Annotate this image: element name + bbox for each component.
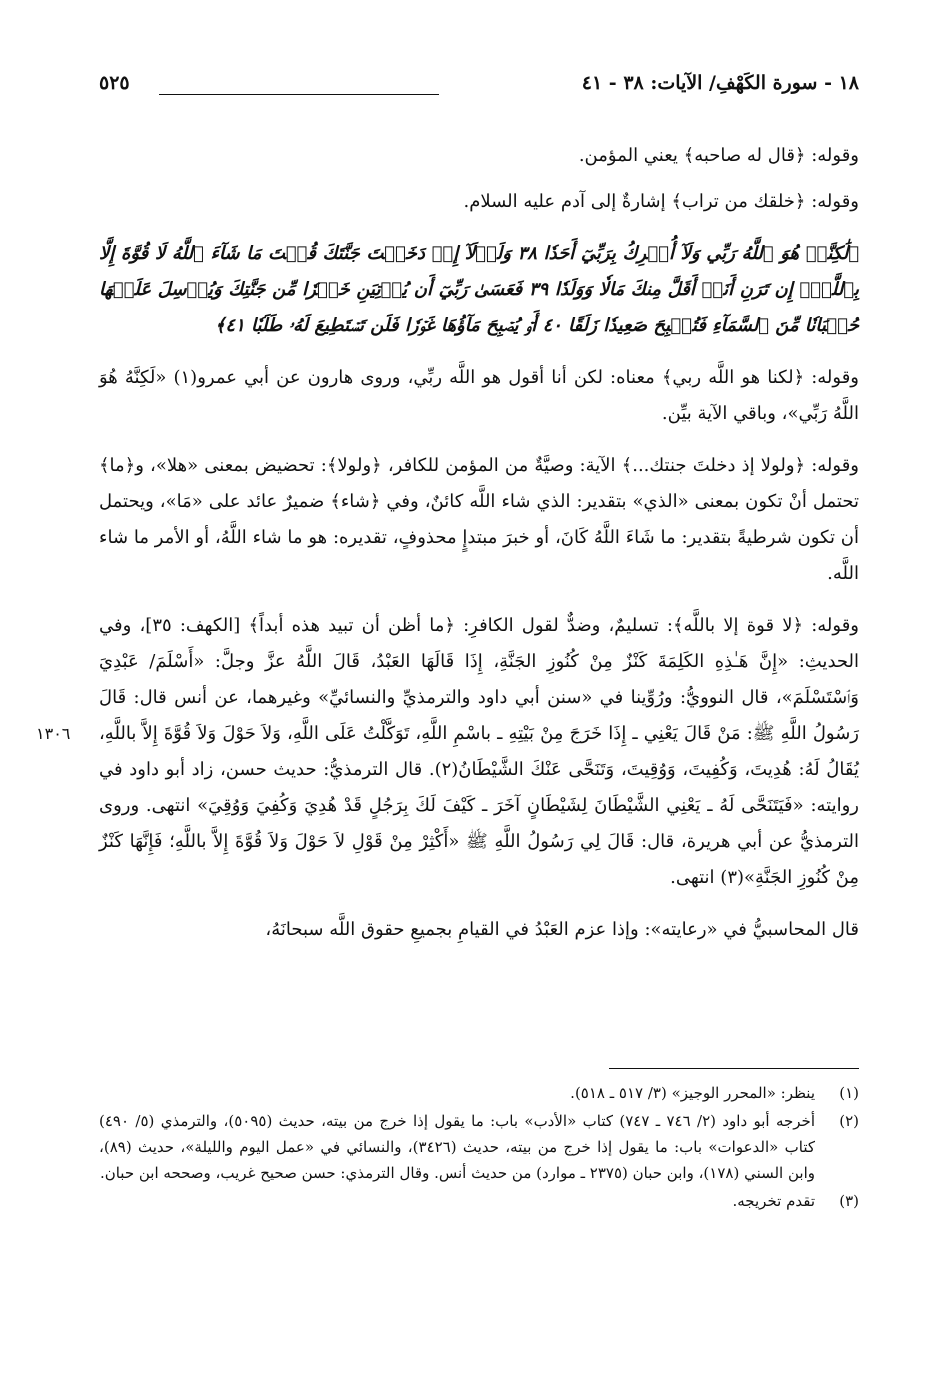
footnote-number: (٣): [839, 1192, 859, 1210]
quran-verses: ﴿لَٰكِنَّا۠ هُوَ ٱللَّهُ رَبِّي وَلَآ أُشۡرِكُ بِرَبِّيٓ أَحَدٗا ٣٨ وَلَوۡلَآ إِذۡ دَخَلۡتَ جَنَّتَكَ قُلۡتَ مَا شَآءَ ٱللَّهُ لَا قُوَّةَ إِلَّا بِٱللَّهِۚ إِن تَرَنِ أَنَا۠ أَقَلَّ مِنكَ مَالٗا وَوَلَدٗا ٣٩ فَعَسَىٰ رَبِّيٓ أَن يُؤۡتِيَنِ خَيۡرٗا مِّن جَنَّتِكَ وَيُرۡسِلَ عَلَيۡهَا حُسۡبَانٗا مِّنَ ٱلسَّمَآءِ فَتُصۡبِحَ صَعِيدٗا زَلَقًا ٤٠ أَوۡ يُصۡبِحَ مَآؤُهَا غَوۡرٗا فَلَن تَسۡتَطِيعَ لَهُۥ طَلَبٗا ٤١﴾: [99, 243, 860, 336]
paragraph-4: وقوله: ﴿ولولا إذ دخلتَ جنتك...﴾ الآية: وصيَّةٌ من المؤمن للكافر، ﴿ولولا﴾: تحضيض بمعنى «هلا»، و﴿ما﴾ تحتمل أنْ تكون بمعنى «الذي» بتقدير: الذي شاء اللَّه كائنٌ، وفي ﴿شاء﴾ ضميرٌ عائد على «مَا»، ويحتمل أن تكون شرطيةً بتقدير: ما شَاءَ اللَّهُ كَانَ، أو خبرَ مبتدإٍ محذوفٍ، تقديره: هو ما شاء اللَّهُ، أو الأمر ما شاء اللَّه.: [99, 455, 859, 584]
paragraph-3: وقوله: ﴿لكنا هو اللَّه ربي﴾ معناه: لكن أنا أقول هو اللَّه ربِّي، وروى هارون عن أبي عمرو(١) «لَكِنَّهُ هُوَ اللَّهُ رَبِّي»، وباقي الآية بيِّن.: [99, 367, 859, 424]
paragraph-1: وقوله: ﴿قال له صاحبه﴾ يعني المؤمن.: [578, 145, 859, 166]
footnote: [99, 1188, 859, 1214]
footnote-number: (٢): [839, 1112, 859, 1130]
footnote: [99, 1108, 859, 1186]
paragraph-5: وقوله: ﴿لا قوة إلا باللَّه﴾: تسليمٌ، وضدٌّ لقول الكافرِ: ﴿ما أظن أن تبيد هذه أبداً﴾ [الكهف: ٣٥]، وفي الحديثِ: «إِنَّ هَـٰذِهِ الكَلِمَةَ كَنْزٌ مِنْ كُنُوزِ الجَنَّةِ، إِذَا قَالَهَا العَبْدُ، قَالَ اللَّهُ عزَّ وجلَّ: «أَسْلَمَ/ عَبْدِيَ وَٱسْتَسْلَمَ»، قال النوويُّ: ورُوِّينا في «سنن أبي داود والترمذيِّ والنسائيِّ» وغيرهما، عن أنس قال: قَالَ رَسُولُ اللَّهِ ﷺ: مَنْ قَالَ يَعْنِي ـ إِذَا خَرَجَ مِنْ بَيْتِهِ ـ باسْمِ اللَّهِ، تَوَكَّلْتُ عَلَى اللَّهِ، وَلاَ حَوْلَ وَلاَ قُوَّةَ إِلاَّ باللَّهِ، يُقَالُ لَهُ: هُدِيتَ، وَكُفِيتَ، وَوُقِيتَ، وَتَنَحَّى عَنْكَ الشَّيْطَانُ(٢). قال الترمذيُّ: حديث حسن، زاد أبو داود في روايته: «فَيَتَنَحَّى لَهُ ـ يَعْنِي الشَّيْطَانَ لِشَيْطَانٍ آخَرَ ـ كَيْفَ لَكَ بِرَجُلٍ قَدْ هُدِيَ وَكُفِيَ وَوُقِيَ» انتهى. وروى الترمذيُّ عن أبي هريرة، قال: قَالَ لِي رَسُولُ اللَّهِ ﷺ «أَكْثِرْ مِنْ قَوْلِ لاَ حَوْلَ وَلاَ قُوَّةَ إِلاَّ باللَّهِ؛ فَإِنَّهَا كَنْزٌ مِنْ كُنُوزِ الجَنَّةِ»(٣) انتهى.: [99, 615, 859, 888]
footnote-rule: [609, 1068, 859, 1069]
margin-reference: ١٣٠٦: [36, 724, 71, 743]
footnote-text: ينظر: «المحرر الوجيز» (٣/ ٥١٧ ـ ٥١٨).: [570, 1084, 815, 1102]
paragraph-6: قال المحاسبيُّ في «رعايته»: وإذا عزم العَبْدُ في القيامِ بجميعِ حقوق اللَّه سبحانَهُ،: [265, 919, 859, 940]
footnote: [99, 1080, 859, 1106]
header-rule: [159, 94, 439, 95]
page-number: ٥٢٥: [99, 72, 130, 94]
footnotes: [99, 1080, 859, 1216]
footnote-number: (١): [839, 1084, 859, 1102]
paragraph-2: وقوله: ﴿خلقك من تراب﴾ إشارةٌ إلى آدم عليه السلام.: [463, 191, 859, 212]
footnote-text: أخرجه أبو داود (٢/ ٧٤٦ ـ ٧٤٧) كتاب «الأدب» باب: ما يقول إذا خرج من بيته، حديث (٥٠٩٥)، والترمذي (٥/ ٤٩٠) كتاب «الدعوات» باب: ما يقول إذا خرج من بيته، حديث (٣٤٢٦)، والنسائي في «عمل اليوم والليلة»، حديث (٨٩)، وابن السني (١٧٨)، وابن حبان (٢٣٧٥ ـ موارد) من حديث أنس. وقال الترمذي: حسن صحيح غريب، وصححه ابن حبان.: [99, 1112, 816, 1182]
footnote-text: تقدم تخريجه.: [732, 1192, 815, 1210]
running-title: ١٨ - سورة الكَهْفِ/ الآيات: ٣٨ - ٤١: [581, 72, 859, 94]
page-header: [99, 70, 859, 106]
main-text: [99, 138, 859, 964]
